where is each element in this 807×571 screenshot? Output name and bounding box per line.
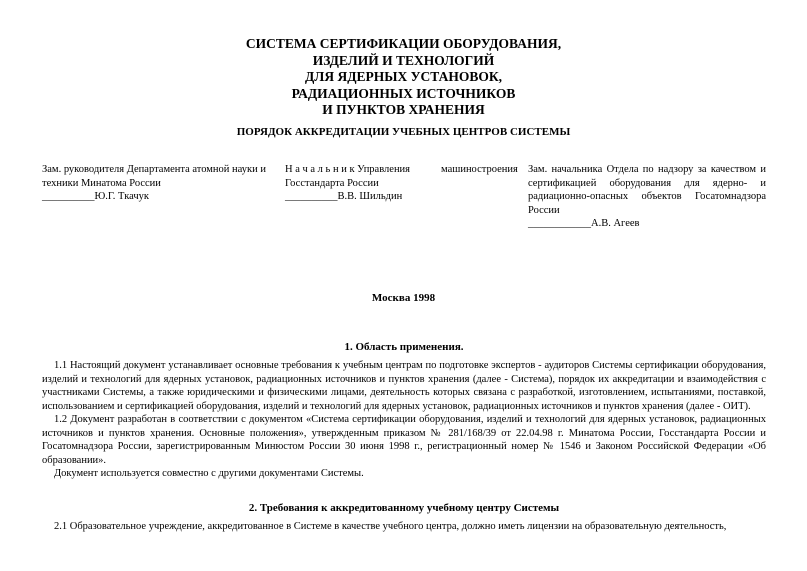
- signature-block-gosatomnadzor: [528, 163, 766, 231]
- title-line: ДЛЯ ЯДЕРНЫХ УСТАНОВОК,: [304, 69, 503, 84]
- title-line: ИЗДЕЛИЙ И ТЕХНОЛОГИЙ: [312, 52, 495, 68]
- title-line: РАДИАЦИОННЫХ ИСТОЧНИКОВ: [291, 85, 516, 101]
- signatory-position: Зам. начальника Отдела по надзору за качеством и сертификацией оборудования для ядерно- и радиационно-опасных объектов Госатомнадзора: [528, 164, 766, 202]
- signatory-organization: техники Минатома России: [42, 177, 161, 189]
- signature-line: __________В.В. Шильдин: [285, 191, 403, 202]
- paragraph: 2.1 Образовательное учреждение, аккредитованное в Системе в качестве учебного центра, должно иметь лицензии на образовательную деятельность,: [54, 521, 727, 532]
- signatory-position: Н а ч а л ь н и к Управления: [285, 164, 411, 175]
- signatory-department: машиностроения: [441, 164, 518, 175]
- signatory-position: Зам. руководителя Департамента атомной науки и: [42, 164, 266, 175]
- signatory-organization: Госстандарта России: [285, 177, 379, 189]
- signatory-organization: России: [528, 204, 560, 216]
- paragraph: 1.2 Документ разработан в соответствии с документом «Система сертификации оборудования, изделий и технологий для ядерных установок, радиационных источников и пунктов хранения. Основные положения», утвержденным приказом № 281/168/39 от 22.04.98 г. Минатома России, Госстандарта России и Госатомнадзора России, зарегистрированным Минюстом России 30 июня 1998 г., регистрационный номер № 1546 и Законом Российской Федерации «Об образовании».: [42, 414, 766, 466]
- title-line: СИСТЕМА СЕРТИФИКАЦИИ ОБОРУДОВАНИЯ,: [245, 36, 562, 51]
- section-requirements: [42, 502, 766, 534]
- section-scope: [42, 341, 766, 481]
- section-heading: 2. Требования к аккредитованному учебному центру Системы: [248, 502, 560, 514]
- section-heading: 1. Область применения.: [344, 341, 464, 353]
- document-subtitle: ПОРЯДОК АККРЕДИТАЦИИ УЧЕБНЫХ ЦЕНТРОВ СИСТЕМЫ: [236, 126, 571, 138]
- signature-line: __________Ю.Г. Ткачук: [42, 191, 150, 202]
- document-title: [0, 36, 807, 119]
- signature-line: ____________А.В. Агеев: [528, 218, 640, 229]
- signature-block-minatom: [42, 163, 282, 204]
- signature-block-continuation: [441, 163, 526, 177]
- title-line: И ПУНКТОВ ХРАНЕНИЯ: [322, 102, 485, 117]
- signature-block-gosstandart: [285, 163, 445, 204]
- paragraph: 1.1 Настоящий документ устанавливает основные требования к учебным центрам по подготовке экспертов - аудиторов Системы сертификации оборудования, изделий и технологий для ядерных установок, радиационных источников и пунктов хранения (далее - Система), порядок их аккредитации и взаимодействия с участниками Системы, а также юридическими и физическими лицами, деятельность которых связана с разработкой, изготовлением, испытаниями, поставкой, использованием и сертификацией оборудования, изделий и технологий для ядерных установок, радиационных источников и пунктов хранения (далее - ОИТ).: [42, 360, 766, 412]
- paragraph: Документ используется совместно с другими документами Системы.: [54, 468, 364, 479]
- city-year: Москва 1998: [371, 292, 436, 304]
